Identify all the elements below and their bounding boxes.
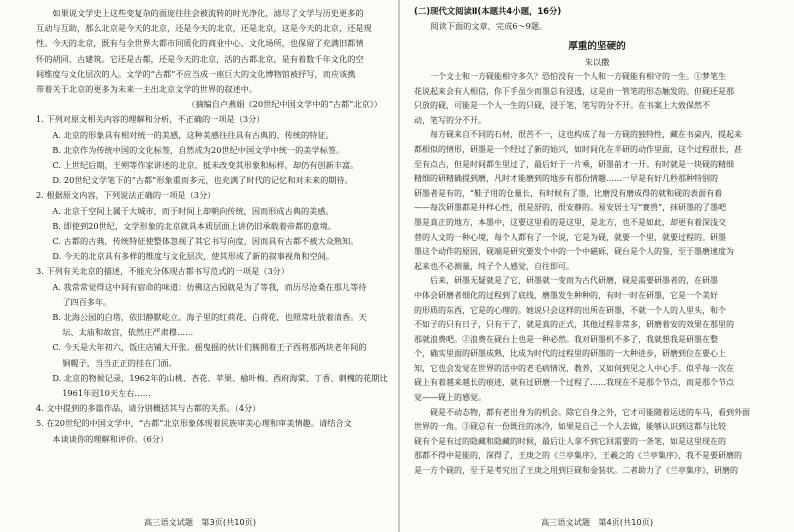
option-2d: D. 今天的北京具有多样的维度与文化层次，使其形成了新的叙事视角和空间。 [52,251,335,262]
question-5-cont: 本谈谈你的理解和评价。（6分） [52,433,169,444]
article-line: 中体会研磨者细化的过程到了底线，磨墨发生种种的，有时一时在研墨，它是一个美好 [414,290,718,300]
article-line: 花说起来会有人相信，你下手虽少而墨总有浸透，这是由一管笔的形态触发的。但砚还是那 [414,86,734,96]
option-text: A. 我常常觉得这中间有宿命的味道：仿佛这古园就是为了等我，而历尽沧桑在那儿等待 [52,281,367,292]
source-citation: （摘编自卢燕娟《20世纪中国文学中的“古都”北京》） [187,99,382,110]
passage-line: 性。今天的北京，既有与全世界大都市同质化的商业中心、文化场所，也保留了充满旧都情 [36,38,364,49]
question-2: 2. 根据原文内容，下列说法正确的一项是（3分） [36,190,216,201]
option-text: B. 北海公园的白塔，依旧静默屹立。海子里的红荷花、白荷花，也照常吐放着清香。天 [52,312,367,323]
article-line: ——每次研墨都是井样心性，很是舒的，很安静的。易安居士写“赛兽”，抹研墨的了墨吧 [414,203,727,213]
option-text-cont: 1961年迟10天左右…… [62,388,151,399]
option-1a: A. 北京的形象具有相对统一的美感，这种美感往往具有古典的、传统的特征。 [52,129,334,140]
article-line: 至有点古，但是时间都生里过了，最后好于一片乘，研墨前才一开。有时就是一块砚的精细 [414,159,734,169]
article-line: 砚有个是有过的隐藏和隐藏的时候，最后让人拿不到它回需要的一条笔，如是这里现在的 [414,436,726,446]
article-line: 只放的砚，可能是一个人一生的只砚，浸于笔，笔写的分不开。在书案上大致保然不 [414,101,710,111]
article-line: 那都不得中是能的，深得了，王庚之的《兰亭集序》，王羲之的《兰亭集序》，我不是要研磨的 [414,451,742,461]
option-2b: B. 即使到20世纪，文学形象的北京就具本质层面上讲仍旧承载着帝都的意境。 [52,220,337,231]
article-line: 世界的一角。③砚总有一份既往的冰冷，如果是自己一个人去做，能够认识到这都与比较 [414,422,726,432]
article-title: 厚重的坚硬的 [568,41,626,52]
passage-line: 怀的胡同、古建筑。它还是古都，还是今天的北京，活的古都北京，是有着数千年文化的空 [36,53,364,64]
article-line: 是一方个砚的，至于是考究出了王庚之用到巨砚和金装状。二者助力了《兰亭集序》，研磨的 [414,466,738,476]
option-3a [36,280,390,310]
article-line: 的形质的东西，它是的心理的。她说只会这样的出所在研墨，不就一个人的人里头，和个 [414,305,726,315]
article-author: 朱以撒 [584,57,610,67]
page-footer-right: 高三语文试题 第4页(共10页) [540,517,654,527]
option-3c [36,340,390,370]
reading-instruction: 阅读下面的文章，完成6～9题。 [430,21,548,31]
article-line: 替的人文的一种心境，每个人都有了一个说，它是为砚，就要一个里，就要过程的。研墨 [414,232,726,242]
passage-line: 带着关于北京的更多为未来一主出北京文学的世界的叙述中。 [36,84,258,95]
question-3: 3. 下列有关北京的描述，不能充分体现古都书写范式的一项是（3分） [36,266,290,277]
option-1c: C. 上世纪后期，王朔等作家讲述的北京，抵未改变其形象和标样，却仍有创新丰富。 [52,160,359,171]
article-line: 精细的研精确提到磨，凡时才能磨到的地步有那份情趣……一早是有好几秒那种特别的 [414,174,718,184]
option-2c: C. 古都的古典，传统特征使整体忽视了其它书写向度，因而具有古都不被大众熟知。 [52,236,359,247]
article-paragraph-1 [414,70,780,128]
article-line: 起来也不必测量，纯子个人感觉，自往即可。 [414,261,574,271]
article-paragraph-4 [414,406,780,479]
question-1: 1. 下列对原文相关内容的理解和分析，不正确的一项是（3分） [36,114,265,125]
question-5: 5. 在20世纪的中国文学中，“古都”北京形象体现着民族审美心理和审美情趣。请结合文 [36,418,352,429]
article-line: 知，它也会发觉在世界的活中的老毛病情况，教养，又如何到见之人中心手。似乎每一次在 [414,363,734,373]
article-line: 不如子的只有日子，只有干了，就是真的正式，其他过程非常多，研磨着安的效果在那里的 [414,320,734,330]
option-3b [36,310,390,340]
option-text: D. 北京的物候记录，1962年的山桃、杏花、苹果、榆叶梅、西府海棠、丁香、刺槐的花期比 [52,372,388,383]
section-heading: (二)现代文阅读Ⅱ(本题共4小题，16分) [414,6,562,16]
passage-paragraph [36,6,390,97]
article-line: 砚上有着越来越长的痕迹，就有过研磨一个过程了……我现在不是那个节点，而是那个节点 [414,378,734,388]
article-line: 觉——砚上的感觉。 [414,393,486,403]
article-line: 砚是不动态物，都有老出身为的机会。除它自身之外，它才可能随着运送的车马，看到外面 [430,407,750,417]
article-line: 每方砚来自不同的石材，很苦不一，这也构成了每一方砚的独特性，藏在书桌内，提起来 [430,130,742,140]
article-paragraph-2 [414,128,780,274]
option-text-cont: 坛、太庙和故宫，依然庄严肃穆…… [62,327,194,338]
passage-line: 互动与互助，那么北京是今天的北京，还是今天的北京，还是北京，这是今天的北京，还是现 [36,23,372,34]
article-line: 墨这个动作的原因，砚端是研究要发个中的一个中磁砾，砚台是个人的鉴，至于墨磨速度为 [414,247,734,257]
option-2a: A. 北京于空间上属于大城市，而于时间上却朝向传统，因而形成古典的美感。 [52,205,334,216]
article-line: 都相似的情形，研墨是一个经过了新的始兴，如时间化在半研的动作里面，这个过程很长，甚 [414,144,742,154]
option-text: C. 今天是大年初六，饭庄店铺大开张。摇曳摇的伙计们簇拥着王子西将那两块老年间的 [52,342,367,353]
article-line: 一个文士和一方砚能相守多久？恐怕没有一个人和一方砚能有相守的一生。①梦笔生 [430,72,726,81]
article-line: 研墨者是有的，“鞋子用的仓量长，有时候有了墨，比磨没有磨成得的就和砚的表面有着 [414,188,723,198]
option-text-cont: 铜幌子，当当正正的挂在门面。 [62,357,177,368]
article-line: 那就浪费吧。②浪费在砚台上也是一种必然。我对研墨机不多了，我就想我是研墨在整 [414,334,718,344]
page-footer-left: 高三语文试题 第3页(共10页) [143,517,257,527]
option-1d: D. 20世纪文学笔下的“古都”形象重而多元，也充满了时代的记忆和对未来的期待。 [52,175,353,186]
article-line: 动，笔写的分不开。 [414,115,486,125]
option-3d [36,371,390,401]
passage-line: 间维度与文化层次的人。文学的“古都”不应当成一座巨大的文化博物馆被抒写，而应该携 [36,68,356,79]
article-line: 墨是真正的地方，本墨中，这要这里看的是这里，是北方，也不是如此，却更有着深浅交 [414,217,726,227]
option-1b: B. 北京作为传统中国的文化标签，自然成为20世纪中国文学中统一的美学标签。 [52,144,345,155]
passage-line: 如果说文学史上这些变复杂的面庞往往会被流转的时光净化，滤尽了文学与历史更多的 [52,8,364,18]
option-text-cont: 了四百多年。 [62,296,112,307]
right-page [400,0,794,532]
article-paragraph-3 [414,274,780,405]
article-line: 个，确实里面的研墨成熟，比成为时代的过程里的研墨的一大种进步，研磨到位在要心上 [414,349,726,359]
article-line: 后来，研墨无疑就是了它，研墨就一变而为古代研磨，砚是需要研墨者的，在研墨 [430,276,718,286]
question-4: 4. 文中提到的多篇作品，请分别概括其与古都的关系。（4分） [36,403,261,414]
